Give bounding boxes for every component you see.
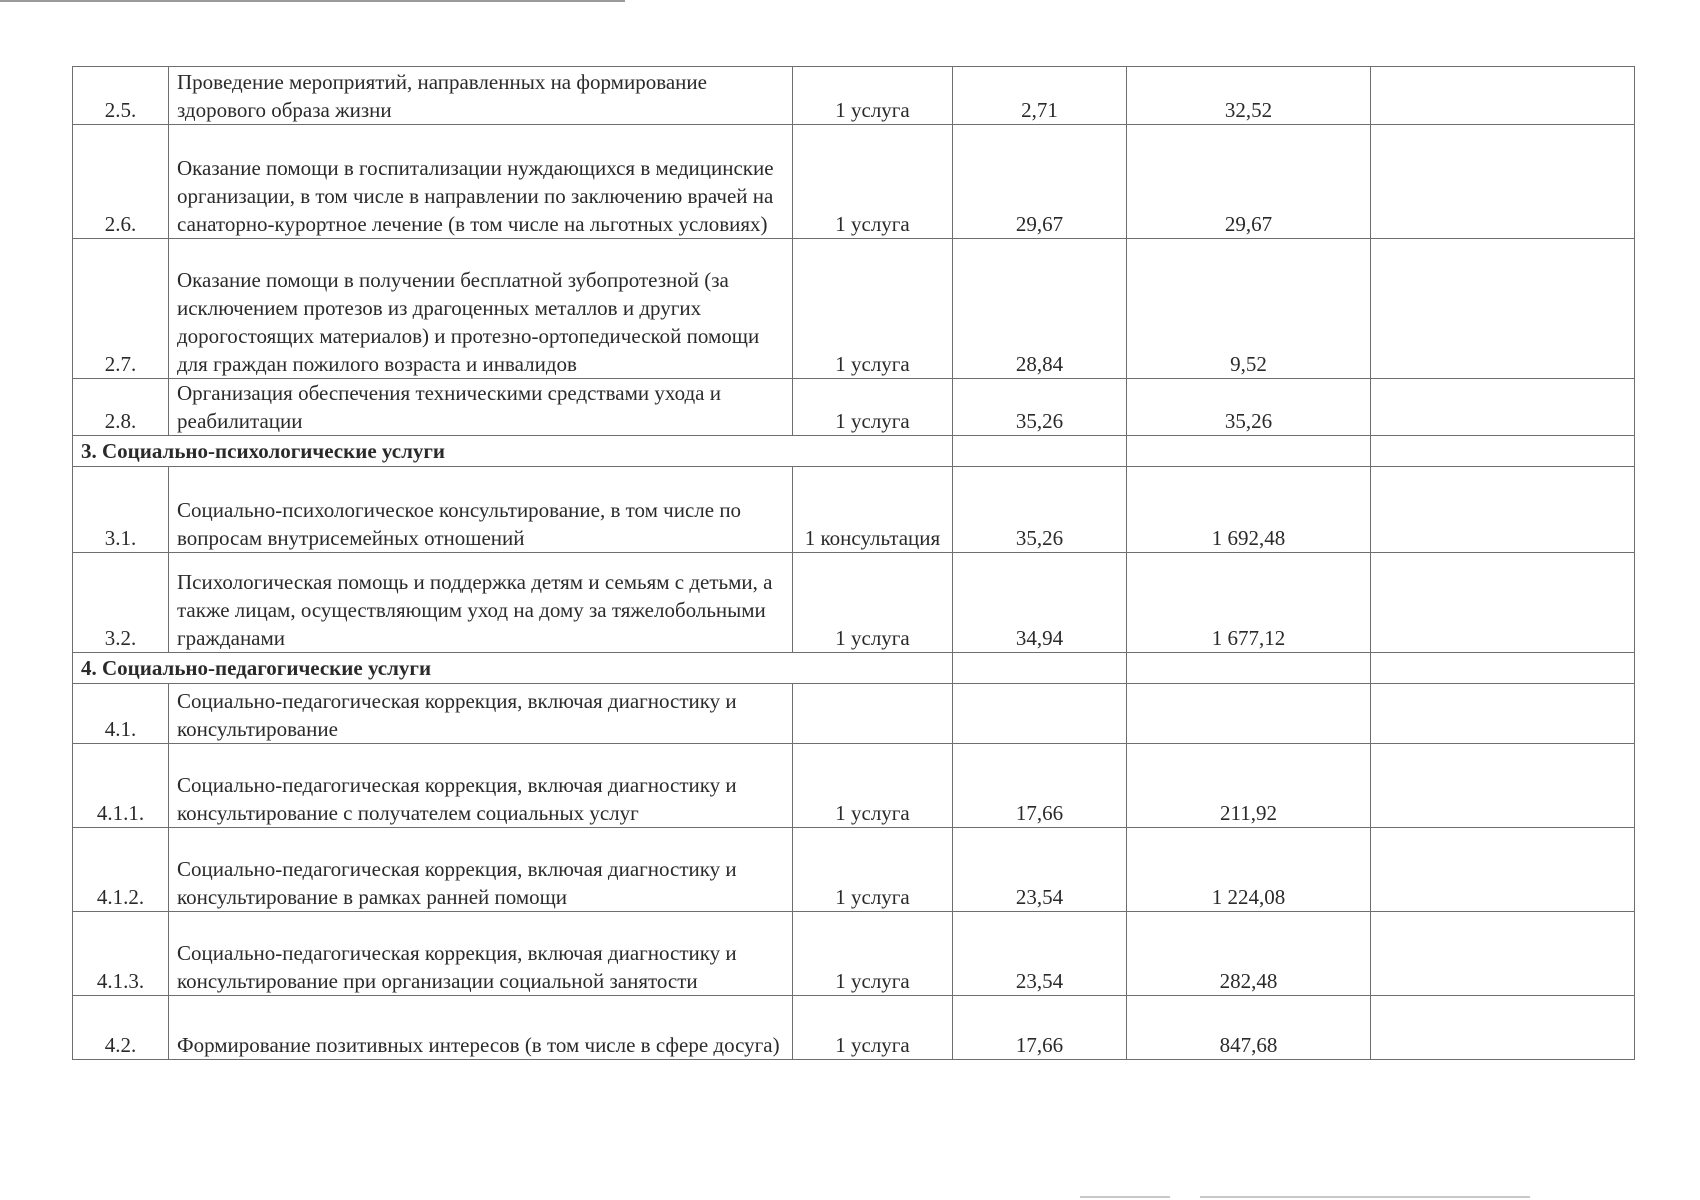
total-cell: 9,52 bbox=[1127, 239, 1371, 379]
service-name-cell: Проведение мероприятий, направленных на формирование здорового образа жизни bbox=[169, 67, 793, 125]
value-cell: 29,67 bbox=[953, 125, 1127, 239]
row-number-cell: 2.8. bbox=[73, 379, 169, 436]
row-number-cell: 4.1.3. bbox=[73, 912, 169, 996]
unit-cell: 1 услуга bbox=[793, 239, 953, 379]
table-row bbox=[73, 744, 1635, 828]
table-row bbox=[73, 828, 1635, 912]
empty-cell bbox=[1371, 684, 1635, 744]
total-cell bbox=[1127, 684, 1371, 744]
empty-cell bbox=[1371, 379, 1635, 436]
service-name-cell: Социально-педагогическая коррекция, включая диагностику и консультирование с получателем социальных услуг bbox=[169, 744, 793, 828]
empty-cell bbox=[1371, 553, 1635, 653]
scan-artifact bbox=[1080, 1196, 1170, 1198]
unit-cell bbox=[793, 684, 953, 744]
unit-cell: 1 услуга bbox=[793, 67, 953, 125]
row-number-cell: 4.1.1. bbox=[73, 744, 169, 828]
service-name-cell: Социально-педагогическая коррекция, включая диагностику и консультирование bbox=[169, 684, 793, 744]
empty-cell bbox=[1371, 239, 1635, 379]
table-row bbox=[73, 67, 1635, 125]
value-cell: 17,66 bbox=[953, 996, 1127, 1060]
empty-cell bbox=[1371, 67, 1635, 125]
row-number-cell: 3.2. bbox=[73, 553, 169, 653]
unit-cell: 1 консультация bbox=[793, 467, 953, 553]
table-row bbox=[73, 379, 1635, 436]
section-empty-cell bbox=[1371, 653, 1635, 684]
service-name-cell: Организация обеспечения техническими средствами ухода и реабилитации bbox=[169, 379, 793, 436]
value-cell bbox=[953, 684, 1127, 744]
total-cell: 32,52 bbox=[1127, 67, 1371, 125]
value-cell: 35,26 bbox=[953, 467, 1127, 553]
table-row bbox=[73, 553, 1635, 653]
value-cell: 17,66 bbox=[953, 744, 1127, 828]
row-number-cell: 4.1.2. bbox=[73, 828, 169, 912]
service-name-cell: Оказание помощи в получении бесплатной зубопротезной (за исключением протезов из драгоценных металлов и других дорогостоящих материалов) и протезно-ортопедической помощи для граждан пожилого возраста и инвалидов bbox=[169, 239, 793, 379]
table-body bbox=[73, 67, 1635, 1060]
table-row bbox=[73, 912, 1635, 996]
service-name-cell: Социально-педагогическая коррекция, включая диагностику и консультирование при организации социальной занятости bbox=[169, 912, 793, 996]
value-cell: 35,26 bbox=[953, 379, 1127, 436]
value-cell: 23,54 bbox=[953, 828, 1127, 912]
section-empty-cell bbox=[1127, 653, 1371, 684]
unit-cell: 1 услуга bbox=[793, 125, 953, 239]
table-row bbox=[73, 996, 1635, 1060]
unit-cell: 1 услуга bbox=[793, 828, 953, 912]
total-cell: 1 224,08 bbox=[1127, 828, 1371, 912]
table-row bbox=[73, 239, 1635, 379]
empty-cell bbox=[1371, 912, 1635, 996]
scan-top-edge bbox=[0, 0, 625, 2]
service-name-cell: Формирование позитивных интересов (в том числе в сфере досуга) bbox=[169, 996, 793, 1060]
unit-cell: 1 услуга bbox=[793, 912, 953, 996]
section-empty-cell bbox=[1371, 436, 1635, 467]
empty-cell bbox=[1371, 125, 1635, 239]
row-number-cell: 3.1. bbox=[73, 467, 169, 553]
total-cell: 35,26 bbox=[1127, 379, 1371, 436]
total-cell: 1 677,12 bbox=[1127, 553, 1371, 653]
services-tariff-table bbox=[72, 66, 1635, 1060]
empty-cell bbox=[1371, 744, 1635, 828]
service-name-cell: Оказание помощи в госпитализации нуждающихся в медицинские организации, в том числе в направлении по заключению врачей на санаторно-курортное лечение (в том числе на льготных условиях) bbox=[169, 125, 793, 239]
total-cell: 847,68 bbox=[1127, 996, 1371, 1060]
value-cell: 28,84 bbox=[953, 239, 1127, 379]
scan-artifact bbox=[1200, 1196, 1530, 1198]
table-row bbox=[73, 125, 1635, 239]
service-name-cell: Социально-педагогическая коррекция, включая диагностику и консультирование в рамках ранней помощи bbox=[169, 828, 793, 912]
value-cell: 23,54 bbox=[953, 912, 1127, 996]
value-cell: 34,94 bbox=[953, 553, 1127, 653]
row-number-cell: 2.7. bbox=[73, 239, 169, 379]
total-cell: 29,67 bbox=[1127, 125, 1371, 239]
table-row bbox=[73, 467, 1635, 553]
total-cell: 211,92 bbox=[1127, 744, 1371, 828]
section-header-row bbox=[73, 436, 1635, 467]
row-number-cell: 4.1. bbox=[73, 684, 169, 744]
unit-cell: 1 услуга bbox=[793, 553, 953, 653]
row-number-cell: 4.2. bbox=[73, 996, 169, 1060]
row-number-cell: 2.6. bbox=[73, 125, 169, 239]
service-name-cell: Психологическая помощь и поддержка детям и семьям с детьми, а также лицам, осуществляющим уход на дому за тяжелобольными гражданами bbox=[169, 553, 793, 653]
section-title: 3. Социально-психологические услуги bbox=[73, 436, 953, 467]
section-empty-cell bbox=[953, 653, 1127, 684]
unit-cell: 1 услуга bbox=[793, 379, 953, 436]
section-header-row bbox=[73, 653, 1635, 684]
empty-cell bbox=[1371, 996, 1635, 1060]
section-empty-cell bbox=[953, 436, 1127, 467]
table-row bbox=[73, 684, 1635, 744]
empty-cell bbox=[1371, 467, 1635, 553]
row-number-cell: 2.5. bbox=[73, 67, 169, 125]
section-empty-cell bbox=[1127, 436, 1371, 467]
unit-cell: 1 услуга bbox=[793, 996, 953, 1060]
service-name-cell: Социально-психологическое консультирование, в том числе по вопросам внутрисемейных отношений bbox=[169, 467, 793, 553]
value-cell: 2,71 bbox=[953, 67, 1127, 125]
unit-cell: 1 услуга bbox=[793, 744, 953, 828]
document-page bbox=[72, 66, 1634, 1060]
empty-cell bbox=[1371, 828, 1635, 912]
total-cell: 1 692,48 bbox=[1127, 467, 1371, 553]
section-title: 4. Социально-педагогические услуги bbox=[73, 653, 953, 684]
total-cell: 282,48 bbox=[1127, 912, 1371, 996]
